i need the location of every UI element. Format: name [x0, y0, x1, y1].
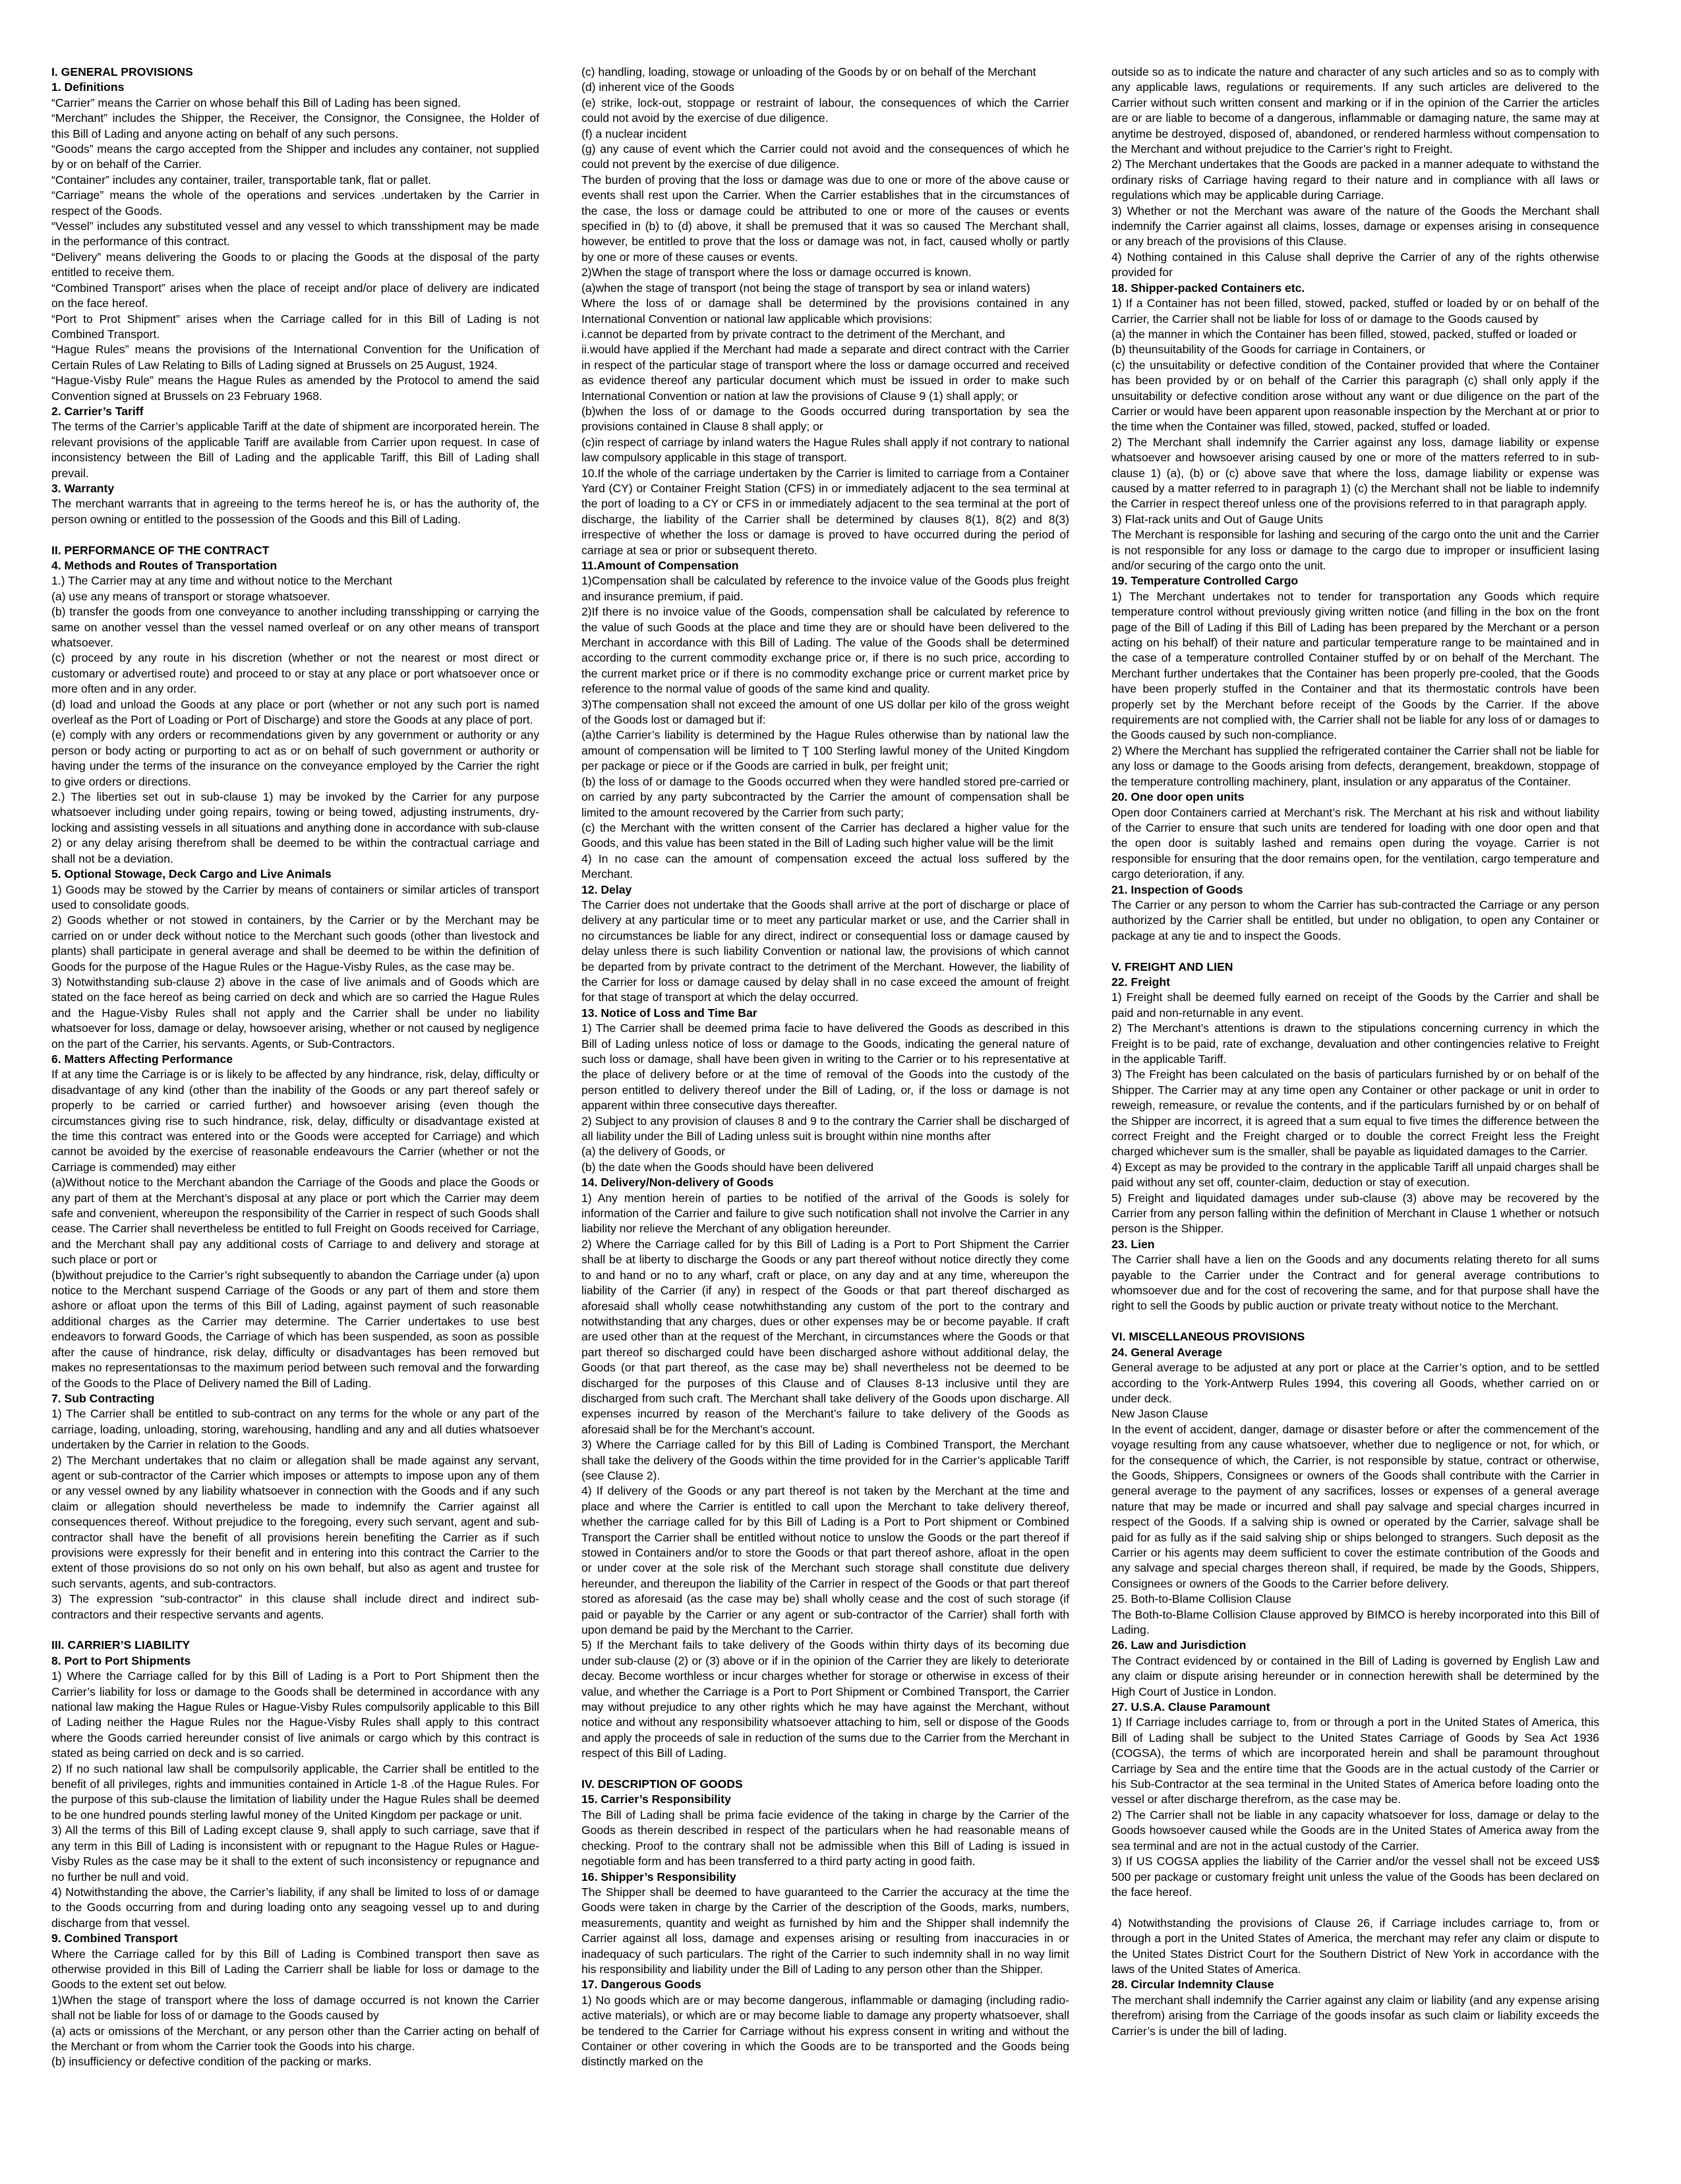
paragraph: “Container” includes any container, trailer, transportable tank, flat or pallet. — [51, 173, 432, 187]
paragraph: 1) The Carrier shall be deemed prima facie to have delivered the Goods as described in this Bill of Lading unless notice of loss or damage to the Goods, indicating the general nature of such loss or damage, shall have been given in writing to the Carrier or to his representative at the place of delivery before or at the time of removal of the Goods into the custody of the person entitled to delivery thereof under the Bill of Lading, or, if the loss or damage is not apparent within three consecutive days thereafter. — [581, 1021, 1069, 1112]
terms-column-3 — [1111, 65, 1599, 2070]
paragraph: 4) If delivery of the Goods or any part thereof is not taken by the Merchant at the time and place and where the Carrier is entitled to call upon the Merchant to take delivery thereof, whether the carriage called for by this Bill of Lading is a Port to Port shipment or Combined Transport the Carrier shall be entitled without notice to unslow the Goods or the part thereof if stowed in Containers and/or to store the Goods or that part thereof ashore, afloat in the open or under cover at the sole risk of the Merchant such storage shall constitute due delivery hereunder, and thereupon the liability of the Carrier in respect of the Goods or that part thereof stored as aforesaid (as the case may be) shall wholly cease and the cost of such storage (if paid or payable by the Carrier or any agent or sub-contractor of the Carrier) shall forth with upon demand be paid by the Merchant to the Carrier. — [581, 1484, 1069, 1637]
section-heading: II. PERFORMANCE OF THE CONTRACT — [51, 543, 270, 557]
paragraph: The Merchant is responsible for lashing and securing of the cargo onto the unit and the Carrier is not responsible for any loss or damage to the cargo due to improper or insufficient lasing and/or securing of the cargo onto the unit. — [1111, 528, 1599, 572]
paragraph: “Carriage” means the whole of the operations and services .undertaken by the Carrier in respect of the Goods. — [51, 188, 539, 217]
clause-heading: 8. Port to Port Shipments — [51, 1653, 191, 1667]
paragraph: “Merchant” includes the Shipper, the Receiver, the Consignor, the Consignee, the Holder of this Bill of Lading and anyone acting on behalf of any such persons. — [51, 111, 539, 140]
clause-heading: 18. Shipper-packed Containers etc. — [1111, 281, 1305, 295]
clause-heading: 22. Freight — [1111, 975, 1170, 989]
section-heading: V. FREIGHT AND LIEN — [1111, 960, 1233, 973]
paragraph: The Shipper shall be deemed to have guaranteed to the Carrier the accuracy at the time the Goods were taken in charge by the Carrier of the description of the Goods, marks, numbers, measurements, quantity and weight as furnished by him and the Shipper shall indemnify the Carrier against all loss, damage and expenses arising or resulting from inaccuracies in or inadequacy of such particulars. The right of the Carrier to such indemnity shall in no way limit his responsibility and liability under the Bill of Lading to any person other than the Shipper. — [581, 1885, 1069, 1976]
paragraph: The Carrier or any person to whom the Carrier has sub-contracted the Carriage or any person authorized by the Carrier shall be entitled, but under no obligation, to open any Container or package at any tie and to inspect the Goods. — [1111, 898, 1599, 942]
paragraph: (g) any cause of event which the Carrier could not avoid and the consequences of which he could not prevent by the exercise of due diligence. — [581, 142, 1069, 171]
paragraph: (d) inherent vice of the Goods — [581, 80, 734, 94]
paragraph: 1)Compensation shall be calculated by reference to the invoice value of the Goods plus freight and insurance premium, if paid. — [581, 574, 1069, 603]
paragraph: 4) Except as may be provided to the contrary in the applicable Tariff all unpaid charges shall be paid without any set off, counter-claim, deduction or stay of execution. — [1111, 1160, 1599, 1190]
paragraph: The burden of proving that the loss or damage was due to one or more of the above cause or events shall rest upon the Carrier. When the Carrier establishes that in the circumstances of the case, the loss or damage could be attributed to one or more of the causes or events specified in (b) to (d) above, it shall be premused that it was so caused The Merchant shall, however, be entitled to prove that the loss or damage was not, in fact, caused wholly or partly by one or more of these causes or events. — [581, 173, 1069, 264]
line-spacer — [51, 527, 539, 542]
paragraph: 25. Both-to-Blame Collision Clause — [1111, 1592, 1291, 1606]
paragraph: 2) Where the Carriage called for by this Bill of Lading is a Port to Port Shipment the Carrier shall be at liberty to discharge the Goods or any part thereof without notice directly they come to and hand or no to any wharf, craft or place, on any day and at any time, whereupon the liability of the Carrier (if any) in respect of the Goods or that part thereof discharged as aforesaid shall wholly cease notwhithstanding any custom of the port to the contrary and notwithstanding that any charges, dues or other expenses may be or become payable. If craft are used other than at the request of the Merchant, in circumstances where the Goods or that part thereof so discharged could have been discharged ashore without additional delay, the Goods (or that part thereof, as the case may be) shall nevertheless not be deemed to be discharged for the purposes of this Clause and of Clauses 8-13 inclusive until they are discharged from such craft. The Merchant shall take delivery of the Goods upon discharge. All expenses incurred by reason of the Merchant’s failure to take delivery of the Goods as aforesaid shall be for the Merchant’s account. — [581, 1237, 1069, 1436]
paragraph: The merchant warrants that in agreeing to the terms hereof he is, or has the authority of, the person owning or entitled to the possession of the Goods and this Bill of Lading. — [51, 497, 539, 526]
paragraph: 4) Nothing contained in this Caluse shall deprive the Carrier of any of the rights otherwise provided for — [1111, 250, 1599, 279]
paragraph: “Goods” means the cargo accepted from the Shipper and includes any container, not supplied by or on behalf of the Carrier. — [51, 142, 539, 171]
paragraph: 4) Notwithstanding the provisions of Clause 26, if Carriage includes carriage to, from or through a port in the United States of America, the merchant may refer any claim or dispute to the United States District Court for the Southern District of New York in accordance with the laws of the United States of America. — [1111, 1916, 1599, 1976]
paragraph: 2) Goods whether or not stowed in containers, by the Carrier or by the Merchant may be carried on or under deck without notice to the Merchant such goods (other than livestock and plants) shall participate in general average and shall be deemed to be within the definition of Goods for the purpose of the Hague Rules or the Hague-Visby Rules, as the case may be. — [51, 913, 539, 973]
paragraph: (a) the delivery of Goods, or — [581, 1145, 726, 1159]
clause-heading: 28. Circular Indemnity Clause — [1111, 1978, 1274, 1992]
clause-heading: 2. Carrier’s Tariff — [51, 404, 144, 418]
paragraph: The Both-to-Blame Collision Clause approved by BIMCO is hereby incorporated into this Bill of Lading. — [1111, 1607, 1599, 1636]
paragraph: (c) the Merchant with the written consent of the Carrier has declared a higher value for the Goods, and this value has been stated in the Bill of Lading such higher value will be the limit — [581, 820, 1069, 850]
paragraph: 5) Freight and liquidated damages under sub-clause (3) above may be recovered by the Carrier from any person falling within the definition of Merchant in Clause 1 whether or notsuch person is the Shipper. — [1111, 1191, 1599, 1236]
clause-heading: 5. Optional Stowage, Deck Cargo and Live Animals — [51, 867, 332, 881]
paragraph: 4) Notwithstanding the above, the Carrier’s liability, if any shall be limited to loss of or damage to the Goods occurring from and during loading onto any seagoing vessel up to and during discharge from that vessel. — [51, 1885, 539, 1930]
paragraph: (a)Without notice to the Merchant abandon the Carriage of the Goods and place the Goods or any part of them at the Merchant’s disposal at any place or port which the Carrier may deem safe and convenient, whereupon the responsibility of the Carrier in respect of such Goods shall cease. The Carrier shall nevertheless be entitled to full Freight on Goods received for Carriage, and the Merchant shall pay any additional costs of Carriage to and delivery and storage at such place or port or — [51, 1176, 539, 1267]
paragraph: 5) If the Merchant fails to take delivery of the Goods within thirty days of its becoming due under sub-clause (2) or (3) above or if in the opinion of the Carrier they are likely to deteriorate decay. Become worthless or incur charges whether for storage or otherwise in excess of their value, and whether the Carriage is a Port to Port Shipment or Combined Transport, the Carrier may without prejudice to any other rights which he may have against the Merchant, without notice and without any responsibility whatsoever attaching to him, sell or dispose of the Goods and apply the proceeds of sale in reduction of the sums due to the Carrier from the Merchant in respect of this Bill of Lading. — [581, 1638, 1069, 1760]
section-heading: IV. DESCRIPTION OF GOODS — [581, 1777, 743, 1791]
line-spacer — [1111, 1900, 1599, 1915]
paragraph: (a)the Carrier’s liability is determined by the Hague Rules otherwise than by national law the amount of compensation will be limited to Ţ 100 Sterling lawful money of the United Kingdom per package or piece or if the Goods are carried in bulk, per freight unit; — [581, 728, 1069, 773]
paragraph: 2) The Merchant’s attentions is drawn to the stipulations concerning currency in which the Freight is to be paid, rate of exchange, devaluation and other contingencies relative to Freight in the applicable Tariff. — [1111, 1021, 1599, 1066]
paragraph: (f) a nuclear incident — [581, 127, 687, 140]
paragraph: 3) Whether or not the Merchant was aware of the nature of the Goods the Merchant shall indemnify the Carrier against all claims, losses, damage or expenses arising in consequence or any breach of the provisions of this Clause. — [1111, 204, 1599, 248]
paragraph: 1) Goods may be stowed by the Carrier by means of containers or similar articles of transport used to consolidate goods. — [51, 882, 539, 911]
paragraph: Open door Containers carried at Merchant’s risk. The Merchant at his risk and without liability of the Carrier to ensure that such units are tendered for loading with one door open and that the open door is suitably lashed and remains open during the voyage. Carrier is not responsible for ensuring that the door remains open, for the ventilation, cargo temperature and cargo deterioration, if any. — [1111, 805, 1599, 881]
terms-column-1 — [51, 65, 539, 2070]
clause-heading: 4. Methods and Routes of Transportation — [51, 558, 278, 572]
paragraph: 2.) The liberties set out in sub-clause 1) may be invoked by the Carrier for any purpose whatsoever including under going repairs, towing or being towed, adjusting instruments, dry-locking and assisting vessels in all situations and anything done in accordance with sub-clause 2) or any delay arising therefrom shall be deemed to be within the contractual carriage and shall not be a deviation. — [51, 790, 539, 865]
paragraph: The terms of the Carrier’s applicable Tariff at the date of shipment are incorporated herein. The relevant provisions of the applicable Tariff are available from Carrier upon request. In case of inconsistency between the Bill of Lading and the applicable Tariff, this Bill of Lading shall prevail. — [51, 420, 539, 480]
clause-heading: 20. One door open units — [1111, 790, 1245, 804]
line-spacer — [581, 1762, 1069, 1777]
paragraph: (b) insufficiency or defective condition of the packing or marks. — [51, 2055, 372, 2069]
paragraph: 1) Any mention herein of parties to be notified of the arrival of the Goods is solely for information of the Carrier and failure to give such notification shall not involve the Carrier in any liability nor relieve the Merchant of any obligation hereunder. — [581, 1191, 1069, 1236]
paragraph: 1) The Carrier shall be entitled to sub-contract on any terms for the whole or any part of the carriage, loading, unloading, storing, warehousing, handling and any and all duties whatsoever undertaken by the Carrier in relation to the Goods. — [51, 1407, 539, 1452]
paragraph: 3) Flat-rack units and Out of Gauge Units — [1111, 512, 1323, 526]
paragraph: 2)If there is no invoice value of the Goods, compensation shall be calculated by reference to the value of such Goods at the place and time they are or should have been delivered to the Merchant in accordance with this Bill of Lading. The value of the Goods shall be determined according to the current commodity exchange price or, if there is no such price, according to the current market price or if there is no commodity exchange price or current market price by reference to the normal value of goods of the same kind and quality. — [581, 605, 1069, 696]
terms-column-2 — [581, 65, 1069, 2070]
paragraph: (e) comply with any orders or recommendations given by any government or authority or any person or body acting or purporting to act as or on behalf of such government or authority or having under the terms of the insurance on the conveyance employed by the Carrier the right to give orders or directions. — [51, 728, 539, 788]
clause-heading: 26. Law and Jurisdiction — [1111, 1638, 1247, 1652]
paragraph: Where the Carriage called for by this Bill of Lading is Combined transport then save as otherwise provided in this Bill of Lading the Carrierr shall be liable for loss or damage to the Goods to the extent set out below. — [51, 1947, 539, 1992]
paragraph: 2) The Merchant undertakes that the Goods are packed in a manner adequate to withstand the ordinary risks of Carriage having regard to their nature and in compliance with all laws or regulations which may be applicable during Carriage. — [1111, 158, 1599, 202]
paragraph: 2)When the stage of transport where the loss or damage occurred is known. — [581, 266, 972, 279]
paragraph: In the event of accident, danger, damage or disaster before or after the commencement of the voyage resulting from any cause whatsoever, whether due to negligence or not, for which, or for the consequence of which, the Carrier, is not responsible by statue, contract or otherwise, the Goods, Shippers, Consignees or owners of the Goods shall contribute with the Carrier in general average to the payment of any sacrifices, losses or expenses of a general average nature that may be made or incurred and shall pay salvage and special charges incurred in respect of the Goods. If a salving ship is owned or operated by the Carrier, salvage shall be paid for as fully as if the said salving ship or ships belonged to strangers. Such deposit as the Carrier or his agents may deem sufficient to cover the estimate contribution of the Goods and any salvage and special charges thereon shall, if required, be made by the Goods, Shippers, Consignees or owners of the Goods to the Carrier before delivery. — [1111, 1422, 1599, 1590]
clause-heading: 17. Dangerous Goods — [581, 1978, 701, 1992]
paragraph: 1) No goods which are or may become dangerous, inflammable or damaging (including radio-active materials), or which are or may become liable to damage any property whatsoever, shall be tendered to the Carrier for Carriage without his express consent in writing and without the Container or other covering in which the Goods are to be transported and the Goods being distinctly marked on the — [581, 1993, 1069, 2069]
paragraph: (b) theunsuitability of the Goods for carriage in Containers, or — [1111, 343, 1426, 357]
paragraph: “Vessel” includes any substituted vessel and any vessel to which transshipment may be made in the performance of this contract. — [51, 219, 539, 248]
paragraph: 10.If the whole of the carriage undertaken by the Carrier is limited to carriage from a Container Yard (CY) or Container Freight Station (CFS) in or immediately adjacent to the sea terminal at the port of loading to a CY or CFS in or immediately adjacent to the sea terminal at the port of discharge, the liability of the Carrier shall be determined by clauses 8(1), 8(2) and 8(3) irrespective of whether the loss or damage is proved to have occurred during the period of carriage at sea or prior or subsequent thereto. — [581, 466, 1069, 557]
clause-heading: 13. Notice of Loss and Time Bar — [581, 1006, 757, 1020]
paragraph: (b)without prejudice to the Carrier’s right subsequently to abandon the Carriage under (a) upon notice to the Merchant suspend Carriage of the Goods or any part of them and store them ashore or afloat upon the terms of this Bill of Lading, against payment of such reasonable additional charges as the Carrier may determine. The Carrier undertakes to use best endeavors to forward Goods, the Carriage of which has been suspended, as soon as possible after the cause of hindrance, risk delay, difficulty or disadvantages has been removed but makes no representationsas to the maximum period between such removal and the forwarding of the Goods to the Place of Delivery named the Bill of Lading. — [51, 1268, 539, 1390]
paragraph: (c) the unsuitability or defective condition of the Container provided that where the Container has been provided by or on behalf of the Carrier this paragraph (c) shall only apply if the unsuitability or defective condition arose without any want or due diligence on the part of the Carrier or would have been apparent upon reasonable inspection by the Merchant at or prior to the time when the Container was filled, stowed, packed, stuffed or loaded. — [1111, 358, 1599, 434]
paragraph: (a) acts or omissions of the Merchant, or any person other than the Carrier acting on behalf of the Merchant or from whom the Carrier took the Goods into his charge. — [51, 2024, 539, 2053]
paragraph: (c) proceed by any route in his discretion (whether or not the nearest or most direct or customary or advertised route) and proceed to or stay at any place or port whatsoever once or more often and in any order. — [51, 651, 539, 696]
paragraph: 3) Notwithstanding sub-clause 2) above in the case of live animals and of Goods which are stated on the face hereof as being carried on deck and which are so carried the Hague Rules and the Hague-Visby Rules shall not apply and the Carrier shall be under no liability whatsoever for loss, damage or delay, howsoever arising, whether or not caused by negligence on the part of the Carrier, his servants. Agents, or Sub-Contractors. — [51, 975, 540, 1050]
paragraph: i.cannot be departed from by private contract to the detriment of the Merchant, and — [581, 327, 1005, 341]
paragraph: (d) load and unload the Goods at any place or port (whether or not any such port is named overleaf as the Port of Loading or Port of Discharge) and store the Goods at any place of port. — [51, 697, 539, 727]
clause-heading: 16. Shipper’s Responsibility — [581, 1870, 736, 1883]
paragraph: (b) transfer the goods from one conveyance to another including transshipping or carrying the same on another vessel than the vessel named overleaf or on any other means of transport whatsoever. — [51, 605, 539, 650]
clause-heading: 3. Warranty — [51, 481, 115, 495]
paragraph: (c)in respect of carriage by inland waters the Hague Rules shall apply if not contrary to national law compulsory applicable in this stage of transport. — [581, 435, 1069, 465]
paragraph: 3) Where the Carriage called for by this Bill of Lading is Combined Transport, the Merchant shall take the delivery of the Goods within the time provided for in the Carrier’s applicable Tariff (see Clause 2). — [581, 1438, 1069, 1482]
paragraph: 1) The Merchant undertakes not to tender for transportation any Goods which require temperature control without previously giving written notice (and filling in the box on the front page of the Bill of Lading if this Bill of Lading has been prepared by the Merchant or a person acting on his behalf) of their nature and particular temperature range to be maintained and in the case of a temperature controlled Container stuffed by or on behalf of the Merchant. The Merchant further undertakes that the Container has been properly pre-cooled, that the Goods have been properly stuffed in the Container and that its thermostatic controls have been properly set by the Merchant before receipt of the Goods by the Carrier. If the above requirements are not complied with, the Carrier shall not be liable for any loss of or damages to the Goods caused by such non-compliance. — [1111, 589, 1599, 742]
paragraph: 1) If Carriage includes carriage to, from or through a port in the United States of America, this Bill of Lading shall be subject to the United States Carriage of Goods by Sea Act 1936 (COGSA), the terms of which are incorporated herein and shall be paramount throughout Carriage by Sea and the entire time that the Goods are in the actual custody of the Carrier or his Sub-Contractor at the sea terminal in the United States of America before loading onto the vessel or after discharge therefrom, as the case may be. — [1111, 1715, 1599, 1806]
paragraph: “Carrier” means the Carrier on whose behalf this Bill of Lading has been signed. — [51, 96, 461, 109]
paragraph: 1) Where the Carriage called for by this Bill of Lading is a Port to Port Shipment then the Carrier’s liability for loss or damage to the Goods shall be determined in accordance with any national law making the Hague Rules or Hague-Visby Rules compulsorily applicable to this Bill of Lading neither the Hague Rules nor the Hague-Visby Rules shall apply to this contract where the Goods carried hereunder consist of live animals or cargo which by this contract is stated as being carried on deck and is so carried. — [51, 1669, 539, 1760]
paragraph: 2) The Merchant shall indemnify the Carrier against any loss, damage liability or expense whatsoever and howsoever arising caused by one or more of the matters referred to in sub-clause 1) (a), (b) or (c) above save that where the loss, damage liability or expense was caused by a matter referred to in paragraph 1) (c) the Merchant shall not be liable to indemnify the Carrier in respect thereof unless one of the provisions referred to in that paragraph apply. — [1111, 435, 1599, 511]
paragraph: “Combined Transport” arises when the place of receipt and/or place of delivery are indicated on the face hereof. — [51, 281, 539, 310]
clause-heading: 9. Combined Transport — [51, 1932, 178, 1945]
paragraph: (e) strike, lock-out, stoppage or restraint of labour, the consequences of which the Carrier could not avoid by the exercise of due diligence. — [581, 96, 1069, 125]
paragraph: The Carrier shall have a lien on the Goods and any documents relating thereto for all sums payable to the Carrier under the Contract and for general average contributions to whomsoever due and for the cost of recovering the same, and for that purpose shall have the right to sell the Goods by public auction or private treaty without notice to the Merchant. — [1111, 1253, 1599, 1313]
line-spacer — [1111, 944, 1599, 959]
paragraph: (a)when the stage of transport (not being the stage of transport by sea or inland waters) — [581, 281, 1030, 295]
section-heading: VI. MISCELLANEOUS PROVISIONS — [1111, 1330, 1305, 1344]
paragraph: “Hague-Visby Rule” means the Hague Rules as amended by the Protocol to amend the said Convention signed at Brussels on 23 February 1968. — [51, 374, 539, 403]
paragraph: (a) use any means of transport or storage whatsoever. — [51, 589, 330, 603]
clause-heading: 14. Delivery/Non-delivery of Goods — [581, 1176, 774, 1190]
line-spacer — [51, 1623, 539, 1638]
clause-heading: 7. Sub Contracting — [51, 1391, 155, 1405]
paragraph: New Jason Clause — [1111, 1407, 1208, 1421]
paragraph: General average to be adjusted at any port or place at the Carrier’s option, and to be settled according to the York-Antwerp Rules 1994, this covering all Goods, whether carried on or under deck. — [1111, 1361, 1599, 1405]
paragraph: 2) If no such national law shall be compulsorily applicable, the Carrier shall be entitled to the benefit of all privileges, rights and immunities contained in Article 1-8 .of the Hague Rules. For the purpose of this sub-clause the limitation of liability under the Hague Rules shall be deemed to be one hundred pounds sterling lawful money of the United Kingdom per package or unit. — [51, 1762, 539, 1822]
paragraph: 3) If US COGSA applies the liability of the Carrier and/or the vessel shall not be exceed US$ 500 per package or customary freight unit unless the value of the Goods has been declared on the face hereof. — [1111, 1854, 1599, 1899]
paragraph: outside so as to indicate the nature and character of any such articles and so as to comply with any applicable laws, regulations or requirements. If any such articles are delivered to the Carrier without such written consent and marking or if in the opinion of the Carrier the articles are or are liable to become of a dangerous, inflammable or damaging nature, the same may at anytime be destroyed, disposed of, abandoned, or rendered harmless without compensation to the Merchant and without prejudice to the Carrier’s right to Freight. — [1111, 65, 1599, 156]
paragraph: 1) Freight shall be deemed fully earned on receipt of the Goods by the Carrier and shall be paid and non-returnable in any event. — [1111, 991, 1599, 1020]
clause-heading: 1. Definitions — [51, 80, 125, 94]
line-spacer — [1111, 1314, 1599, 1329]
clause-heading: 15. Carrier’s Responsibility — [581, 1793, 731, 1806]
clause-heading: 12. Delay — [581, 882, 632, 896]
clause-heading: 19. Temperature Controlled Cargo — [1111, 574, 1299, 588]
paragraph: 2) Subject to any provision of clauses 8 and 9 to the contrary the Carrier shall be discharged of all liability under the Bill of Lading unless suit is brought within nine months after — [581, 1114, 1069, 1143]
paragraph: 1.) The Carrier may at any time and without notice to the Merchant — [51, 574, 392, 588]
paragraph: The Contract evidenced by or contained in the Bill of Lading is governed by English Law and any claim or dispute arising hereunder or in connection herewith shall be determined by the High Court of Justice in London. — [1111, 1653, 1599, 1698]
paragraph: 2) The Carrier shall not be liable in any capacity whatsoever for loss, damage or delay to the Goods howsoever caused while the Goods are in the United States of America away from the sea terminal and are not in the actual custody of the Carrier. — [1111, 1808, 1599, 1853]
clause-heading: 24. General Average — [1111, 1345, 1222, 1359]
paragraph: 3) The expression “sub-contractor” in this clause shall include direct and indirect sub-contractors and their respective servants and agents. — [51, 1592, 539, 1621]
paragraph: The merchant shall indemnify the Carrier against any claim or liability (and any expense arising therefrom) arising from the Carriage of the goods insofar as such claim or liability exceeds the Carrier’s is under the bill of lading. — [1111, 1993, 1599, 2038]
paragraph: The Bill of Lading shall be prima facie evidence of the taking in charge by the Carrier of the Goods as therein described in respect of the particulars when he had reasonable means of checking. Proof to the contrary shall not be admissible when this Bill of Lading is issued in negotiable form and has been transferred to a third party acting in good faith. — [581, 1808, 1069, 1868]
section-heading: I. GENERAL PROVISIONS — [51, 65, 193, 78]
paragraph: (b) the date when the Goods should have been delivered — [581, 1160, 874, 1174]
paragraph: 4) In no case can the amount of compensation exceed the actual loss suffered by the Merchant. — [581, 851, 1069, 881]
clause-heading: 11.Amount of Compensation — [581, 559, 739, 572]
paragraph: (b) the loss of or damage to the Goods occurred when they were handled stored pre-carried or on carried by any party subcontracted by the Carrier the amount of compensation shall be limited to the amount recovered by the Carrier from such party; — [581, 774, 1069, 819]
paragraph: 3) The Freight has been calculated on the basis of particulars furnished by or on behalf of the Shipper. The Carrier may at any time open any Container or other package or unit in order to reweigh, remeasure, or revalue the contents, and if the particulars furnished by or on behalf of the Shipper are incorrect, it is agreed that a sum equal to five times the difference between the correct Freight and the Freight charged or to double the correct Freight less the Freight charged whichever sum is the smaller, shall be payable as liquidated damages to the Carrier. — [1111, 1068, 1599, 1159]
paragraph: “Delivery” means delivering the Goods to or placing the Goods at the disposal of the party entitled to receive them. — [51, 250, 539, 279]
paragraph: 3) All the terms of this Bill of Lading except clause 9, shall apply to such carriage, save that if any term in this Bill of Lading is inconsistent with or repugnant to the Hague Rules or Hague-Visby Rules as the case may be it shall to the extent of such inconsistency or repugnance and no further be null and void. — [51, 1824, 539, 1883]
section-heading: III. CARRIER’S LIABILITY — [51, 1638, 191, 1652]
paragraph: Where the loss of or damage shall be determined by the provisions contained in any International Convention or national law applicable which provisions: — [581, 297, 1069, 326]
paragraph: 2) Where the Merchant has supplied the refrigerated container the Carrier shall not be liable for any loss or damage to the Goods arising from defects, derangement, breakdown, stoppage of the temperature controlling machinery, plant, insulation or any apparatus of the Container. — [1111, 743, 1599, 788]
clause-heading: 21. Inspection of Goods — [1111, 882, 1243, 896]
paragraph: If at any time the Carriage is or is likely to be affected by any hindrance, risk, delay, difficulty or disadvantage of any kind (other than the inability of the Goods or any part thereof safely or properly to be carried or carried further) and howsoever arising (even though the circumstances giving rise to such hindrance, risk, delay, difficulty or disadvantage existed at the time this contract was entered into or the Goods were accepted for Carriage) and which cannot be avoided by the exercise of reasonable endeavours the Carrier (whether or not the Carriage is commended) may either — [51, 1068, 539, 1174]
clause-heading: 23. Lien — [1111, 1237, 1155, 1251]
paragraph: 1) If a Container has not been filled, stowed, packed, stuffed or loaded by or on behalf of the Carrier, the Carrier shall not be liable for loss of or damage to the Goods caused by — [1111, 297, 1599, 326]
paragraph: 2) The Merchant undertakes that no claim or allegation shall be made against any servant, agent or sub-contractor of the Carrier which imposes or attempts to impose upon any of them or any vessel owned by any liability whatsoever in connection with the Goods and if any such claim or allegation should nevertheless be made to indemnify the Carrier against all consequences thereof. Without prejudice to the foregoing, every such servant, agent and sub-contractor shall have the benefit of all provisions herein benefiting the Carrier as if such provisions were expressly for their benefit and in entering into this contract the Carrier to the extent of those provisions do so not only on his own behalf, but also as agent and trustee for such servants, agents, and sub-contractors. — [51, 1453, 539, 1590]
paragraph: (b)when the loss of or damage to the Goods occurred during transportation by sea the provisions contained in Clause 8 shall apply; or — [581, 404, 1069, 434]
terms-columns-container — [51, 65, 1599, 2070]
paragraph: “Hague Rules” means the provisions of the International Convention for the Unification of Certain Rules of Law Relating to Bills of Lading signed at Brussels on 25 August, 1924. — [51, 343, 539, 372]
paragraph: 3)The compensation shall not exceed the amount of one US dollar per kilo of the gross weight of the Goods lost or damaged but if: — [581, 697, 1069, 727]
paragraph: The Carrier does not undertake that the Goods shall arrive at the port of discharge or place of delivery at any particular time or to meet any particular market or use, and the Carrier shall in no circumstances be liable for any direct, indirect or consequential loss or damage caused by delay unless there is such liability Convention or national law, the provisions of which cannot be departed from by private contract to the detriment of the Merchant. However, the liability of the Carrier for loss or damage caused by delay shall in no case exceed the amount of freight for that stage of transport at which the delay occurred. — [581, 898, 1069, 1004]
clause-heading: 27. U.S.A. Clause Paramount — [1111, 1700, 1270, 1714]
paragraph: “Port to Prot Shipment” arises when the Carriage called for in this Bill of Lading is not Combined Transport. — [51, 312, 539, 341]
paragraph: (a) the manner in which the Container has been filled, stowed, packed, stuffed or loaded or — [1111, 327, 1577, 341]
paragraph: (c) handling, loading, stowage or unloading of the Goods by or on behalf of the Merchant — [581, 65, 1036, 78]
clause-heading: 6. Matters Affecting Performance — [51, 1052, 233, 1066]
paragraph: ii.would have applied if the Merchant had made a separate and direct contract with the Carrier in respect of the particular stage of transport where the loss or damage occurred and received as evidence thereof any particular document which must be issued in order to make such International Convention or nation at law the provisions of Clause 9 (1) shall apply; or — [581, 343, 1069, 403]
paragraph: 1)When the stage of transport where the loss of damage occurred is not known the Carrier shall not be liable for loss of or damage to the Goods caused by — [51, 1993, 539, 2023]
